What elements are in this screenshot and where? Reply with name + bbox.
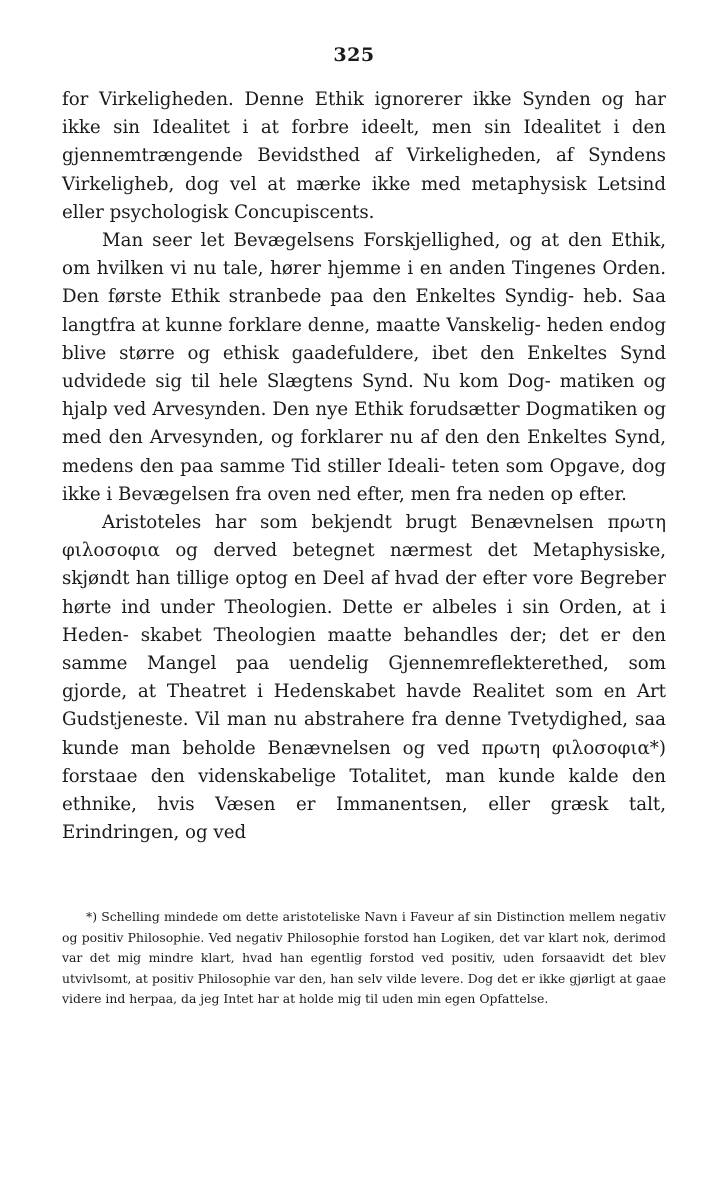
paragraph: for Virkeligheden. Denne Ethik ignorerer ikke Synden og har ikke sin Idealitet i at forbre ideelt, men sin Idealitet i den gjennemtrængende Bevidsthed af Virkeligheden, af Syndens Virkeligheb, dog vel at mærke ikke med metaphysisk Letsind eller psychologisk Concupiscents. — [62, 89, 666, 223]
footnote: *) Schelling mindede om dette aristoteliske Navn i Faveur af sin Distinction mellem negativ og positiv Philosophie. Ved negativ Philosophie forstod han Logiken, det var klart nok, derimod var det mig mindre klart, hvad han egentlig forstod ved positiv, uden forsaavidt det blev utvivlsomt, at positiv Philosophie var den, han selv vilde levere. Dog det er ikke gjørligt at gaae videre ind herpaa, da jeg Intet har at holde mig til uden min egen Opfattelse. — [62, 909, 666, 1007]
paragraph: Aristoteles har som bekjendt brugt Benævnelsen πρωτη φιλοσοφια og derved betegnet nærmest det Metaphysiske, skjøndt han tillige optog en Deel af hvad der efter vore Begreber hørte ind under Theologien. Dette er albeles i sin Orden, at i Heden- skabet Theologien maatte behandles der; det er den samme Mangel paa uendelig Gjennemreflekterethed, som gjorde, at Theatret i Hedenskabet havde Realitet som en Art Gudstjeneste. Vil man nu abstrahere fra denne Tvetydighed, saa kunde man beholde Benævnelsen og ved πρωτη φιλοσοφια*) forstaae den videnskabelige Totalitet, man kunde kalde den ethnike, hvis Væsen er Immanentsen, eller græsk talt, Erindringen, og ved — [62, 512, 666, 844]
footnote-section — [62, 907, 666, 1010]
paragraph: Man seer let Bevægelsens Forskjellighed, og at den Ethik, om hvilken vi nu tale, hører hjemme i en anden Tingenes Orden. Den første Ethik stranbede paa den Enkeltes Syndig- heb. Saa langtfra at kunne forklare denne, maatte Vanskelig- heden endog blive større og ethisk gaadefuldere, ibet den Enkeltes Synd udvidede sig til hele Slægtens Synd. Nu kom Dog- matiken og hjalp ved Arvesynden. Den nye Ethik forudsætter Dogmatiken og med den Arvesynden, og forklarer nu af den den Enkeltes Synd, medens den paa samme Tid stiller Ideali- teten som Opgave, dog ikke i Bevægelsen fra oven ned efter, men fra neden op efter. — [62, 230, 666, 505]
page-number: 325 — [333, 44, 375, 66]
main-text — [62, 86, 666, 847]
